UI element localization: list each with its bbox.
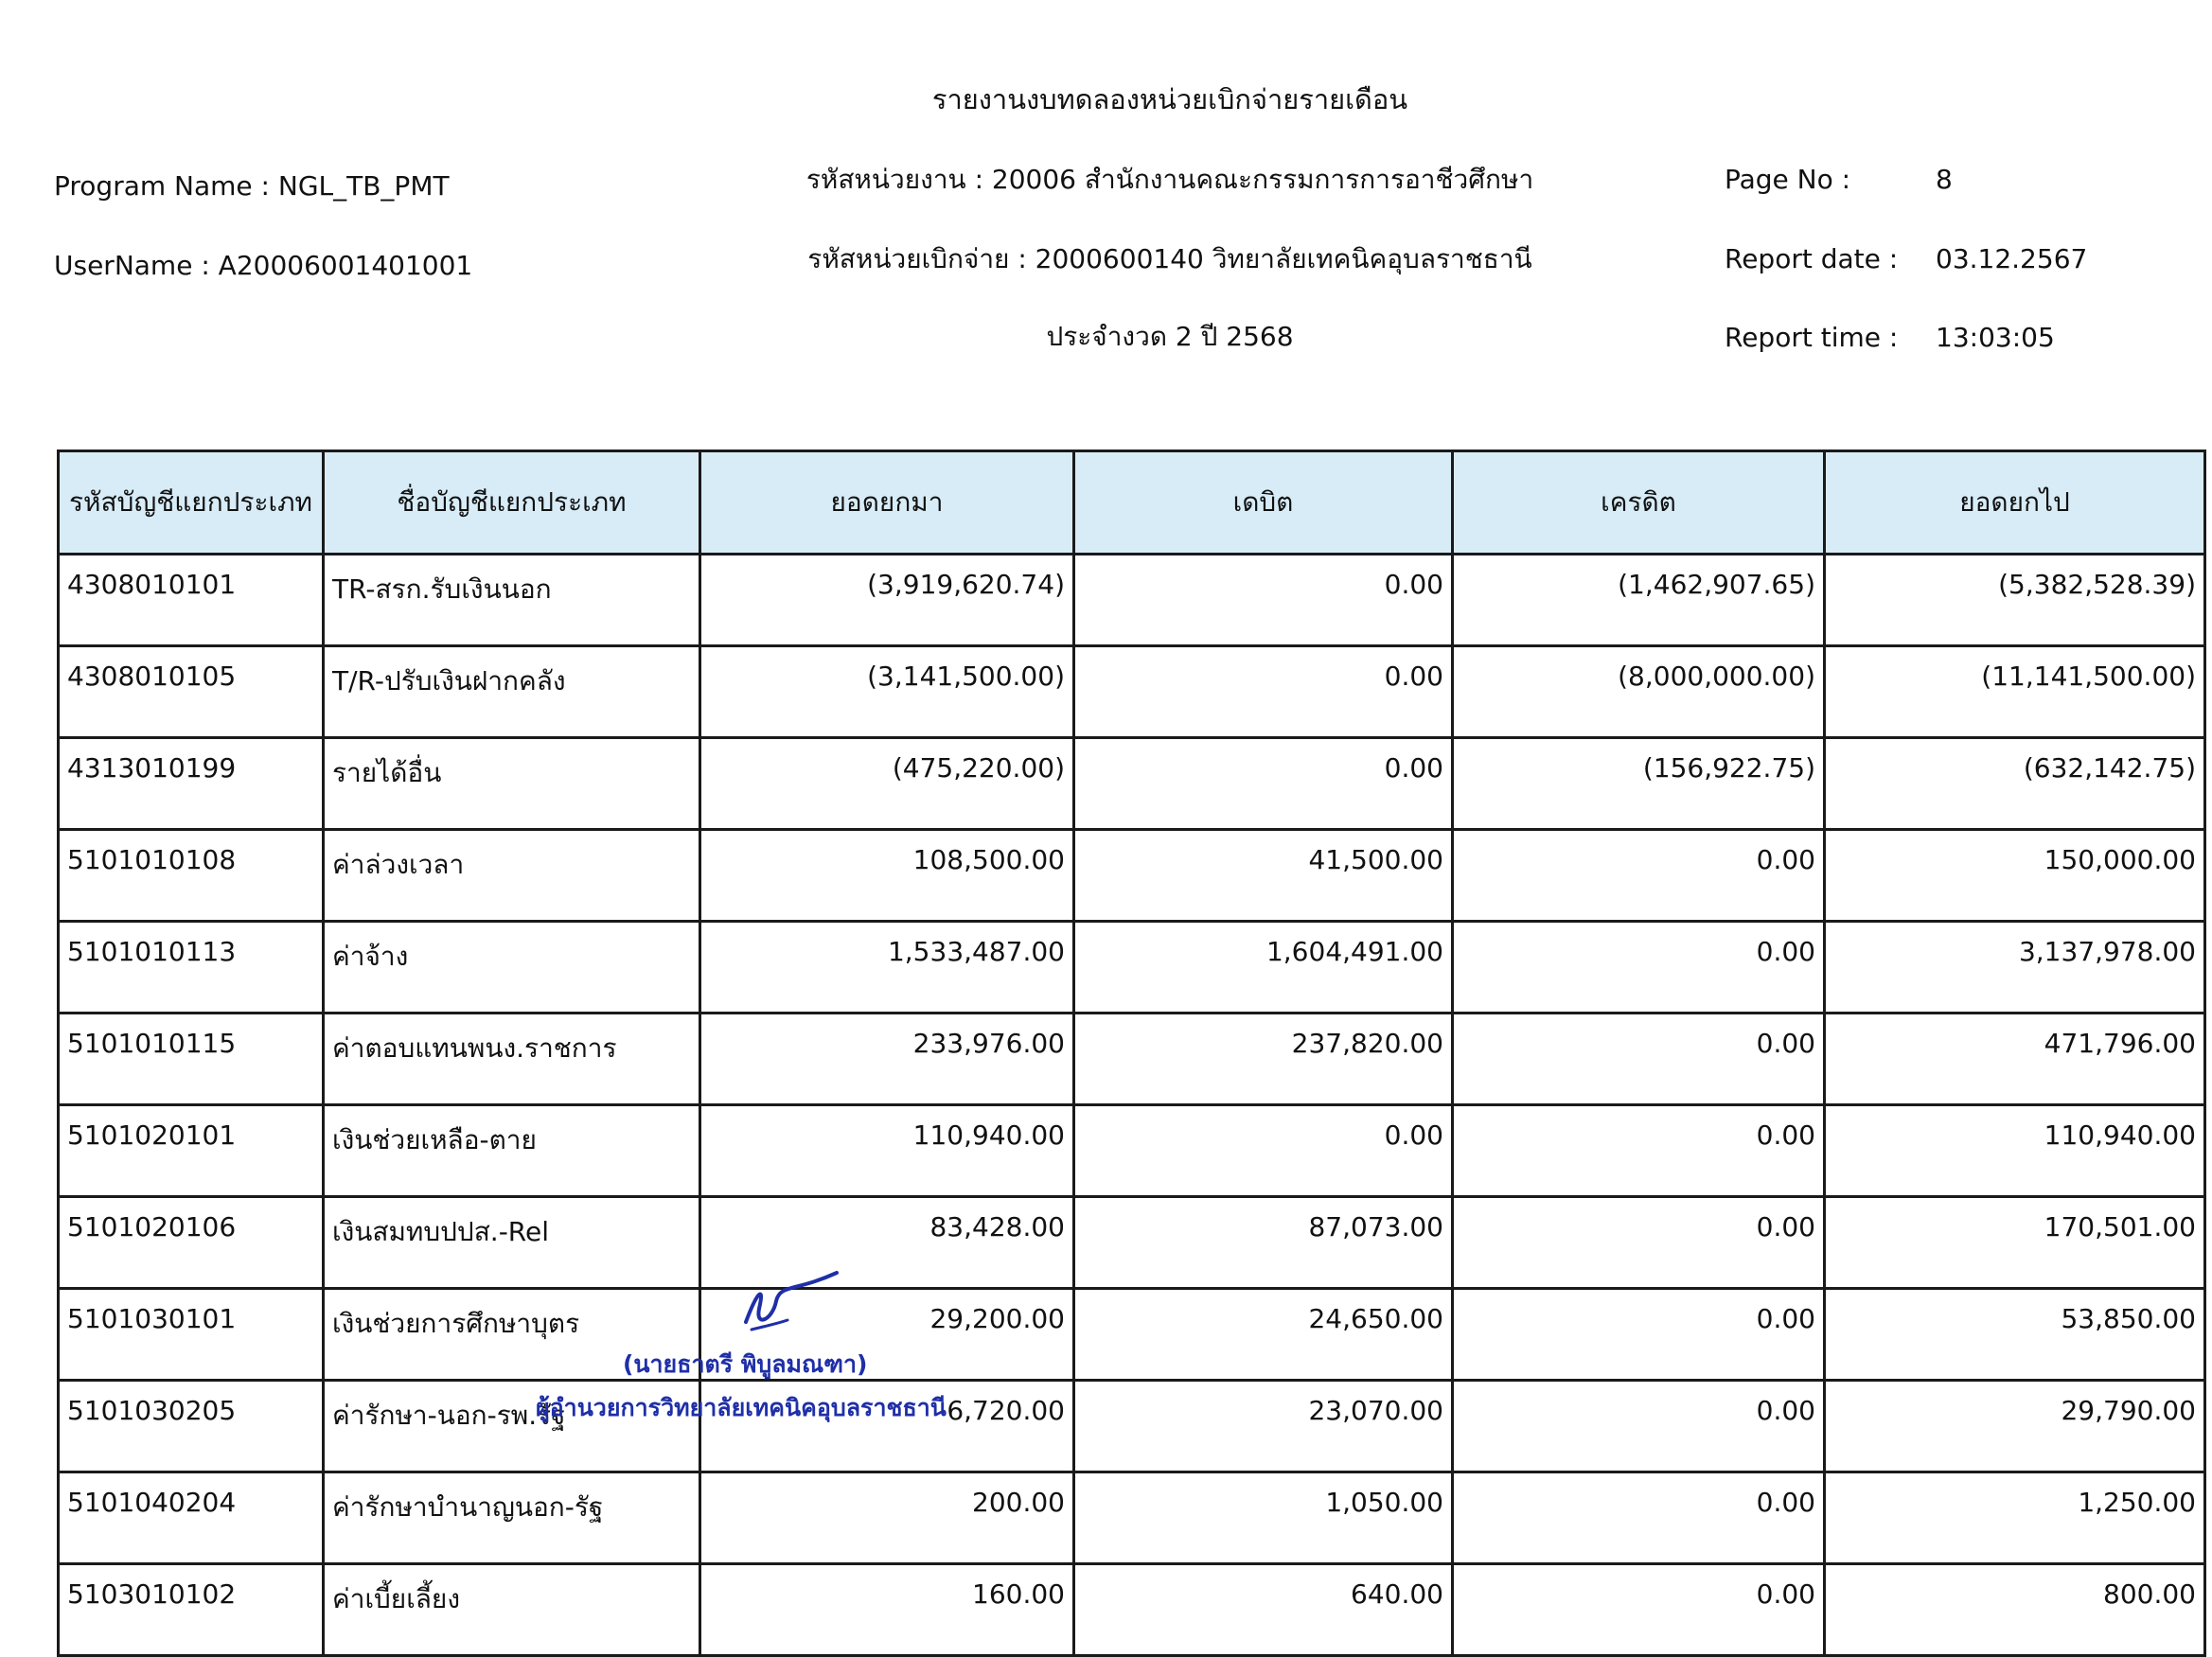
trial-balance-table	[57, 450, 2206, 1657]
table-row	[59, 1381, 2205, 1472]
account-name-cell: ค่าตอบแทนพนง.ราชการ	[324, 1014, 700, 1105]
report-title: รายงานงบทดลองหน่วยเบิกจ่ายรายเดือน	[931, 83, 1408, 115]
account-code-cell: 5101010113	[59, 922, 324, 1014]
account-code-cell: 5101030205	[59, 1381, 324, 1472]
credit-cell: 0.00	[1453, 1472, 1825, 1564]
carried-forward-cell: 3,137,978.00	[1825, 922, 2205, 1014]
account-code-cell: 5101030101	[59, 1289, 324, 1381]
table-header-row	[59, 451, 2205, 555]
debit-cell: 1,604,491.00	[1074, 922, 1453, 1014]
debit-cell: 87,073.00	[1074, 1197, 1453, 1289]
account-name-cell: รายได้อื่น	[324, 738, 700, 830]
col-header-account-name: ชื่อบัญชีแยกประเภท	[324, 451, 700, 555]
carried-forward-cell: 1,250.00	[1825, 1472, 2205, 1564]
brought-forward-cell: 233,976.00	[700, 1014, 1074, 1105]
table-row	[59, 1289, 2205, 1381]
account-code-cell: 5101020101	[59, 1105, 324, 1197]
page-no-label: Page No :	[1725, 164, 1851, 195]
credit-cell: 0.00	[1453, 1105, 1825, 1197]
brought-forward-cell: (3,919,620.74)	[700, 555, 1074, 646]
brought-forward-cell: 108,500.00	[700, 830, 1074, 922]
table-row	[59, 555, 2205, 646]
credit-cell: (1,462,907.65)	[1453, 555, 1825, 646]
credit-cell: 0.00	[1453, 1197, 1825, 1289]
account-name-cell: ค่าจ้าง	[324, 922, 700, 1014]
disbursing-unit-line: รหัสหน่วยเบิกจ่าย : 2000600140 วิทยาลัยเทคนิคอุบลราชธานี	[807, 243, 1532, 274]
report-date-value: 03.12.2567	[1936, 243, 2088, 274]
debit-cell: 0.00	[1074, 738, 1453, 830]
account-name-cell: เงินช่วยเหลือ-ตาย	[324, 1105, 700, 1197]
col-header-brought-forward: ยอดยกมา	[700, 451, 1074, 555]
report-date-label: Report date :	[1725, 243, 1899, 274]
signature-mark	[738, 1263, 842, 1339]
col-header-debit: เดบิต	[1074, 451, 1453, 555]
account-name-cell: ค่ารักษาบำนาญนอก-รัฐ	[324, 1472, 700, 1564]
debit-cell: 23,070.00	[1074, 1381, 1453, 1472]
account-code-cell: 5101020106	[59, 1197, 324, 1289]
account-name-cell: ค่าเบี้ยเลี้ยง	[324, 1564, 700, 1656]
col-header-credit: เครดิต	[1453, 451, 1825, 555]
carried-forward-cell: 170,501.00	[1825, 1197, 2205, 1289]
carried-forward-cell: 53,850.00	[1825, 1289, 2205, 1381]
col-header-carried-forward: ยอดยกไป	[1825, 451, 2205, 555]
signatory-title: ผู้อำนวยการวิทยาลัยเทคนิคอุบลราชธานี	[536, 1394, 947, 1421]
table-row	[59, 646, 2205, 738]
brought-forward-cell: 110,940.00	[700, 1105, 1074, 1197]
brought-forward-cell: 160.00	[700, 1564, 1074, 1656]
credit-cell: 0.00	[1453, 1564, 1825, 1656]
agency-line: รหัสหน่วยงาน : 20006 สำนักงานคณะกรรมการการอาชีวศึกษา	[805, 164, 1534, 195]
table-row	[59, 1014, 2205, 1105]
carried-forward-cell: 150,000.00	[1825, 830, 2205, 922]
brought-forward-cell: 1,533,487.00	[700, 922, 1074, 1014]
debit-cell: 237,820.00	[1074, 1014, 1453, 1105]
table-row	[59, 738, 2205, 830]
col-header-account-code: รหัสบัญชีแยกประเภท	[59, 451, 324, 555]
brought-forward-cell: (3,141,500.00)	[700, 646, 1074, 738]
page-no-value: 8	[1936, 164, 1953, 195]
credit-cell: 0.00	[1453, 1289, 1825, 1381]
carried-forward-cell: 800.00	[1825, 1564, 2205, 1656]
brought-forward-cell: 6,720.00	[700, 1381, 1074, 1472]
credit-cell: 0.00	[1453, 922, 1825, 1014]
credit-cell: 0.00	[1453, 1014, 1825, 1105]
carried-forward-cell: (632,142.75)	[1825, 738, 2205, 830]
table-row	[59, 830, 2205, 922]
brought-forward-cell: (475,220.00)	[700, 738, 1074, 830]
table-row	[59, 1197, 2205, 1289]
account-code-cell: 5101040204	[59, 1472, 324, 1564]
brought-forward-cell: 83,428.00	[700, 1197, 1074, 1289]
account-name-cell: TR-สรก.รับเงินนอก	[324, 555, 700, 646]
credit-cell: 0.00	[1453, 1381, 1825, 1472]
report-time-value: 13:03:05	[1936, 322, 2055, 353]
debit-cell: 1,050.00	[1074, 1472, 1453, 1564]
account-name-cell: เงินช่วยการศึกษาบุตร	[324, 1289, 700, 1381]
account-name-cell: เงินสมทบปปส.-Rel	[324, 1197, 700, 1289]
debit-cell: 640.00	[1074, 1564, 1453, 1656]
signatory-name: (นายธาตรี พิบูลมณฑา)	[623, 1350, 868, 1378]
debit-cell: 0.00	[1074, 1105, 1453, 1197]
carried-forward-cell: (11,141,500.00)	[1825, 646, 2205, 738]
credit-cell: (156,922.75)	[1453, 738, 1825, 830]
carried-forward-cell: 29,790.00	[1825, 1381, 2205, 1472]
debit-cell: 0.00	[1074, 555, 1453, 646]
account-code-cell: 4313010199	[59, 738, 324, 830]
table-row	[59, 922, 2205, 1014]
table-row	[59, 1472, 2205, 1564]
debit-cell: 0.00	[1074, 646, 1453, 738]
account-name-cell: ค่าล่วงเวลา	[324, 830, 700, 922]
brought-forward-cell: 29,200.00	[700, 1289, 1074, 1381]
user-name: UserName : A20006001401001	[54, 250, 473, 281]
carried-forward-cell: 471,796.00	[1825, 1014, 2205, 1105]
debit-cell: 24,650.00	[1074, 1289, 1453, 1381]
account-code-cell: 5101010115	[59, 1014, 324, 1105]
report-time-label: Report time :	[1725, 322, 1899, 353]
brought-forward-cell: 200.00	[700, 1472, 1074, 1564]
account-code-cell: 5103010102	[59, 1564, 324, 1656]
carried-forward-cell: (5,382,528.39)	[1825, 555, 2205, 646]
account-name-cell: ค่ารักษา-นอก-รพ.รัฐ	[324, 1381, 700, 1472]
account-code-cell: 4308010101	[59, 555, 324, 646]
credit-cell: (8,000,000.00)	[1453, 646, 1825, 738]
account-code-cell: 4308010105	[59, 646, 324, 738]
debit-cell: 41,500.00	[1074, 830, 1453, 922]
account-name-cell: T/R-ปรับเงินฝากคลัง	[324, 646, 700, 738]
period-line: ประจำงวด 2 ปี 2568	[1046, 321, 1294, 352]
carried-forward-cell: 110,940.00	[1825, 1105, 2205, 1197]
table-row	[59, 1105, 2205, 1197]
table-row	[59, 1564, 2205, 1656]
account-code-cell: 5101010108	[59, 830, 324, 922]
program-name: Program Name : NGL_TB_PMT	[54, 170, 450, 202]
credit-cell: 0.00	[1453, 830, 1825, 922]
